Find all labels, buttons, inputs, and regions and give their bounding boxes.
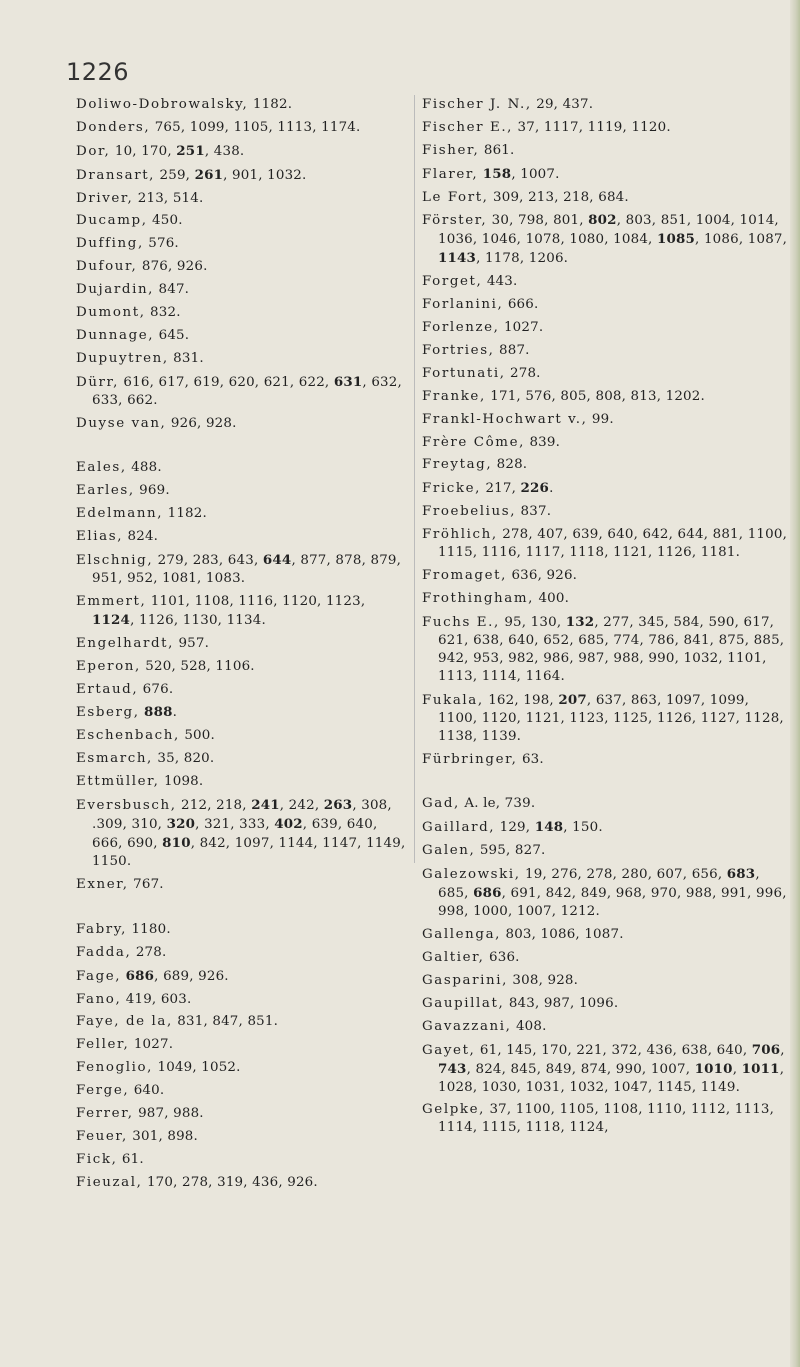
page-number: 1226: [66, 58, 130, 86]
page-references: 926, 928.: [166, 415, 237, 431]
author-name: Fuchs E.,: [422, 614, 500, 630]
author-name: Galen,: [422, 843, 476, 859]
index-entry: [422, 1101, 792, 1137]
page-references: 1098.: [159, 774, 204, 790]
page-references: 636.: [484, 949, 520, 965]
index-entry: [76, 373, 406, 410]
page-references: 969.: [134, 483, 170, 499]
page-references: 887.: [494, 343, 530, 359]
index-entry: [76, 1105, 406, 1123]
page-references: 278.: [505, 365, 541, 381]
index-entry: [422, 613, 792, 686]
page-references: 61.: [117, 1151, 144, 1167]
index-entry: [76, 327, 406, 345]
author-name: Freytag,: [422, 457, 493, 473]
author-name: Eschenbach,: [76, 728, 180, 744]
index-entry: [76, 1059, 406, 1077]
index-entry: [76, 505, 406, 523]
index-entry: [76, 1036, 406, 1054]
index-entry: [76, 281, 406, 299]
author-name: Dumont,: [76, 305, 146, 321]
page-references: 1049, 1052.: [153, 1060, 241, 1076]
section-gap: [422, 773, 792, 795]
index-entry: [76, 658, 406, 676]
author-name: Donders,: [76, 119, 151, 135]
author-name: Franke,: [422, 388, 486, 404]
index-entry: [422, 211, 792, 268]
page-references: 843, 987, 1096.: [504, 995, 619, 1011]
index-entry: [76, 415, 406, 433]
index-entry: [76, 635, 406, 653]
page-references: 217, 226.: [480, 480, 554, 497]
index-entry: [422, 365, 792, 383]
index-entry: [422, 590, 792, 608]
index-entry: [76, 1013, 406, 1031]
page-references: 767.: [128, 876, 164, 892]
author-name: Fortunati,: [422, 365, 506, 381]
page-references: 676.: [138, 681, 174, 697]
page-references: 520, 528, 1106.: [140, 658, 255, 674]
author-name: Fenoglio,: [76, 1060, 154, 1076]
page-references: 576.: [143, 236, 179, 252]
index-entry: [422, 842, 792, 860]
column-divider: [414, 95, 415, 863]
author-name: Förster,: [422, 213, 488, 229]
index-entry: [76, 350, 406, 368]
index-entry: [76, 773, 406, 791]
page-references: 500.: [179, 728, 215, 744]
page-references: 278.: [131, 944, 167, 960]
page-references: 259, 261, 901, 1032.: [155, 166, 307, 183]
page-references: 876, 926.: [137, 259, 208, 275]
page-references: 37, 1117, 1119, 1120.: [513, 119, 671, 135]
author-name: Fage,: [76, 968, 122, 984]
author-name: Fano,: [76, 991, 122, 1007]
author-name: Fröhlich,: [422, 527, 498, 543]
author-name: Edelmann,: [76, 506, 164, 522]
author-name: Emmert,: [76, 593, 147, 609]
author-name: Dupuytren,: [76, 350, 169, 366]
index-entry: [422, 319, 792, 337]
author-name: Fadda,: [76, 944, 132, 960]
author-name: Elschnig,: [76, 553, 154, 569]
index-entry: [422, 1018, 792, 1036]
page-references: 640.: [129, 1083, 165, 1099]
page-references: 847.: [154, 282, 190, 298]
author-name: Fick,: [76, 1151, 118, 1167]
index-entry: [422, 818, 792, 837]
index-entry: [422, 142, 792, 160]
author-name: Gad,: [422, 796, 460, 812]
page-references: 861.: [479, 142, 515, 158]
author-name: Ferrer,: [76, 1105, 134, 1121]
page-references: 29, 437.: [531, 97, 594, 112]
index-entry: [422, 411, 792, 429]
page-references: 831.: [168, 350, 204, 366]
author-name: Eperon,: [76, 658, 141, 674]
index-entry: [76, 304, 406, 322]
page-references: 400.: [534, 590, 570, 606]
page-references: 37, 1100, 1105, 1108, 1110, 1112, 1113, 1114, 1115, 1118, 1124,: [438, 1102, 775, 1136]
index-entry: [76, 482, 406, 500]
page-references: 308, 928.: [507, 972, 579, 988]
page-references: 1027.: [499, 320, 544, 336]
author-name: Ettmüller,: [76, 774, 160, 790]
author-name: Fukala,: [422, 692, 484, 708]
author-name: Dürr,: [76, 374, 119, 390]
author-name: Ducamp,: [76, 213, 148, 229]
page-references: 1182.: [248, 97, 293, 112]
index-entry: [76, 212, 406, 230]
author-name: Duyse van,: [76, 415, 167, 431]
page-references: 95, 130, 132, 277, 345, 584, 590, 617, 621, 638, 640, 652, 685, 774, 786, 841, 875, 885, 942, 953, 982, 986, 987, 988, 990, 1032, 1101, 1113, 1114, 1164.: [438, 613, 785, 684]
author-name: Faye, de la,: [76, 1014, 173, 1030]
author-name: Feller,: [76, 1037, 130, 1053]
author-name: Feuer,: [76, 1128, 128, 1144]
index-entry: [422, 503, 792, 521]
page-references: 828.: [492, 457, 528, 473]
index-entry: [422, 119, 792, 137]
page-references: 1182.: [163, 506, 207, 522]
page-references: 686, 689, 926.: [125, 967, 229, 984]
index-entry: [76, 190, 406, 208]
index-entry: [76, 991, 406, 1009]
page-references: 824.: [123, 529, 159, 545]
index-entry: [422, 865, 792, 921]
index-entry: [422, 926, 792, 944]
author-name: Frère Côme,: [422, 434, 525, 450]
author-name: Gaupillat,: [422, 995, 505, 1011]
index-entry: [76, 944, 406, 962]
page-edge: [790, 0, 800, 1367]
author-name: Ferge,: [76, 1083, 130, 1099]
author-name: Fischer J. N.,: [422, 97, 532, 112]
index-entry: [76, 142, 406, 161]
page-references: 1101, 1108, 1116, 1120, 1123, 1124, 1126, 1130, 1134.: [92, 593, 366, 628]
index-entry: [76, 1128, 406, 1146]
author-name: Dujardin,: [76, 282, 155, 298]
page-references: 839.: [525, 434, 561, 450]
author-name: Fürbringer,: [422, 751, 518, 767]
author-name: Fisher,: [422, 142, 480, 158]
page-references: 99.: [587, 411, 614, 427]
author-name: Gavazzani,: [422, 1018, 512, 1034]
page-references: 301, 898.: [127, 1128, 198, 1144]
index-entry: [422, 165, 792, 184]
index-entry: [76, 528, 406, 546]
page-references: 61, 145, 170, 221, 372, 436, 638, 640, 706, 743, 824, 845, 849, 874, 990, 1007, 1010, 1011, 1028, 1030, 1031, 1032, 1047, 1145, 1149.: [438, 1041, 785, 1095]
index-entry: [76, 119, 406, 137]
author-name: Esmarch,: [76, 751, 153, 767]
index-entry: [76, 593, 406, 630]
index-entry: [76, 750, 406, 768]
page-references: 19, 276, 278, 280, 607, 656, 683, 685, 686, 691, 842, 849, 968, 970, 988, 991, 996, 998, 1000, 1007, 1212.: [438, 866, 787, 920]
index-entry: [422, 751, 792, 769]
author-name: Le Fort,: [422, 189, 489, 205]
index-entry: [422, 456, 792, 474]
page-references: 837.: [516, 504, 552, 520]
page-references: 129, 148, 150.: [495, 819, 603, 836]
index-entry: [76, 727, 406, 745]
author-name: Fromaget,: [422, 568, 507, 584]
section-gap: [76, 899, 406, 921]
index-entry: [76, 1082, 406, 1100]
author-name: Earles,: [76, 483, 135, 499]
index-entry: [76, 459, 406, 477]
page-references: 616, 617, 619, 620, 621, 622, 631, 632, 633, 662.: [92, 373, 402, 408]
page-references: 595, 827.: [475, 843, 546, 859]
index-entry: [422, 342, 792, 360]
index-entry: [422, 434, 792, 452]
author-name: Flarer,: [422, 166, 479, 182]
page-references: 213, 514.: [133, 190, 204, 206]
index-entry: [422, 526, 792, 562]
index-entry: [76, 703, 406, 722]
author-name: Ertaud,: [76, 681, 139, 697]
page-references: 888.: [144, 704, 178, 721]
author-name: Fischer E.,: [422, 119, 514, 135]
author-name: Engelhardt,: [76, 635, 174, 651]
page-references: 170, 278, 319, 436, 926.: [142, 1174, 318, 1190]
page-references: 488.: [126, 460, 162, 476]
index-entry: [422, 388, 792, 406]
author-name: Gaillard,: [422, 820, 496, 836]
page-references: 63.: [517, 751, 544, 767]
author-name: Fortries,: [422, 343, 495, 359]
index-entry: [76, 1174, 406, 1192]
page-references: 1027.: [129, 1037, 174, 1053]
author-name: Frankl-Hochwart v.,: [422, 411, 588, 427]
author-name: Forlenze,: [422, 320, 500, 336]
author-name: Esberg,: [76, 705, 140, 721]
index-entry: [76, 235, 406, 253]
page-references: 309, 213, 218, 684.: [488, 189, 629, 205]
index-entry: [422, 691, 792, 746]
index-entry: [76, 166, 406, 185]
author-name: Fricke,: [422, 481, 481, 497]
index-entry: [76, 921, 406, 939]
author-name: Eversbusch,: [76, 798, 177, 814]
author-name: Duffing,: [76, 236, 144, 252]
page-references: 30, 798, 801, 802, 803, 851, 1004, 1014, 1036, 1046, 1078, 1080, 1084, 1085, 1086, 1087, 1143, 1178, 1206.: [438, 212, 788, 267]
author-name: Eales,: [76, 460, 127, 476]
page-references: 666.: [503, 297, 539, 313]
index-entry: [76, 258, 406, 276]
index-entry: [422, 296, 792, 314]
author-name: Gelpke,: [422, 1102, 485, 1118]
author-name: Forlanini,: [422, 297, 504, 313]
index-entry: [76, 551, 406, 588]
index-entry: [76, 967, 406, 986]
page-references: 1180.: [126, 921, 171, 937]
section-gap: [76, 437, 406, 459]
page-references: 645.: [154, 327, 190, 343]
page-references: 957.: [174, 635, 210, 651]
author-name: Driver,: [76, 190, 134, 206]
index-entry: [422, 1041, 792, 1097]
author-name: Gallenga,: [422, 927, 502, 943]
page-references: 450.: [147, 213, 183, 229]
page-references: 10, 170, 251, 438.: [110, 142, 245, 159]
page-references: 171, 576, 805, 808, 813, 1202.: [485, 388, 705, 404]
index-entry: [76, 1151, 406, 1169]
page-references: 162, 198, 207, 637, 863, 1097, 1099, 1100, 1120, 1121, 1123, 1125, 1126, 1127, 1128, 1138, 1139.: [438, 691, 784, 744]
page-references: 35, 820.: [152, 751, 215, 767]
index-entry: [422, 795, 792, 813]
index-entry: [422, 96, 792, 114]
index-column-left: [76, 96, 406, 1197]
index-entry: [422, 567, 792, 585]
author-name: Dunnage,: [76, 327, 155, 343]
author-name: Forget,: [422, 274, 483, 290]
author-name: Fieuzal,: [76, 1174, 143, 1190]
author-name: Frothingham,: [422, 590, 534, 606]
author-name: Fabry,: [76, 921, 127, 937]
page-references: 636, 926.: [506, 568, 578, 584]
author-name: Dufour,: [76, 259, 138, 275]
author-name: Gasparini,: [422, 972, 508, 988]
index-entry: [76, 876, 406, 894]
index-entry: [76, 96, 406, 114]
index-entry: [76, 681, 406, 699]
index-entry: [422, 949, 792, 967]
page-references: 443.: [482, 274, 518, 290]
page-references: 278, 407, 639, 640, 642, 644, 881, 1100, 1115, 1116, 1117, 1118, 1121, 1126, 1181.: [438, 527, 788, 561]
page-references: 408.: [511, 1018, 547, 1034]
index-entry: [422, 189, 792, 207]
author-name: Galezowski,: [422, 867, 521, 883]
index-entry: [422, 479, 792, 498]
index-entry: [422, 995, 792, 1013]
page-references: 419, 603.: [121, 991, 192, 1007]
author-name: Froebelius,: [422, 504, 517, 520]
page-references: 158, 1007.: [482, 165, 560, 182]
page-references: 987, 988.: [133, 1105, 204, 1121]
author-name: Galtier,: [422, 949, 485, 965]
page-references: 212, 218, 241, 242, 263, 308, .309, 310, 320, 321, 333, 402, 639, 640, 666, 690, 810, 842, 1097, 1144, 1147, 1149, 1150.: [92, 797, 406, 870]
author-name: Dor,: [76, 143, 111, 159]
page-references: 279, 283, 643, 644, 877, 878, 879, 951, 952, 1081, 1083.: [92, 552, 402, 587]
index-entry: [76, 796, 406, 871]
author-name: Doliwo-Dobrowalsky,: [76, 97, 249, 112]
index-column-right: [422, 96, 792, 1142]
author-name: Dransart,: [76, 167, 156, 183]
author-name: Gayet,: [422, 1042, 476, 1058]
page-references: 831, 847, 851.: [172, 1014, 279, 1030]
index-entry: [422, 972, 792, 990]
page-references: A. le, 739.: [459, 796, 536, 812]
page-references: 765, 1099, 1105, 1113, 1174.: [150, 119, 361, 135]
index-entry: [422, 273, 792, 291]
author-name: Exner,: [76, 876, 129, 892]
author-name: Elias,: [76, 529, 124, 545]
page-references: 803, 1086, 1087.: [501, 927, 624, 943]
page-references: 832.: [145, 305, 181, 321]
